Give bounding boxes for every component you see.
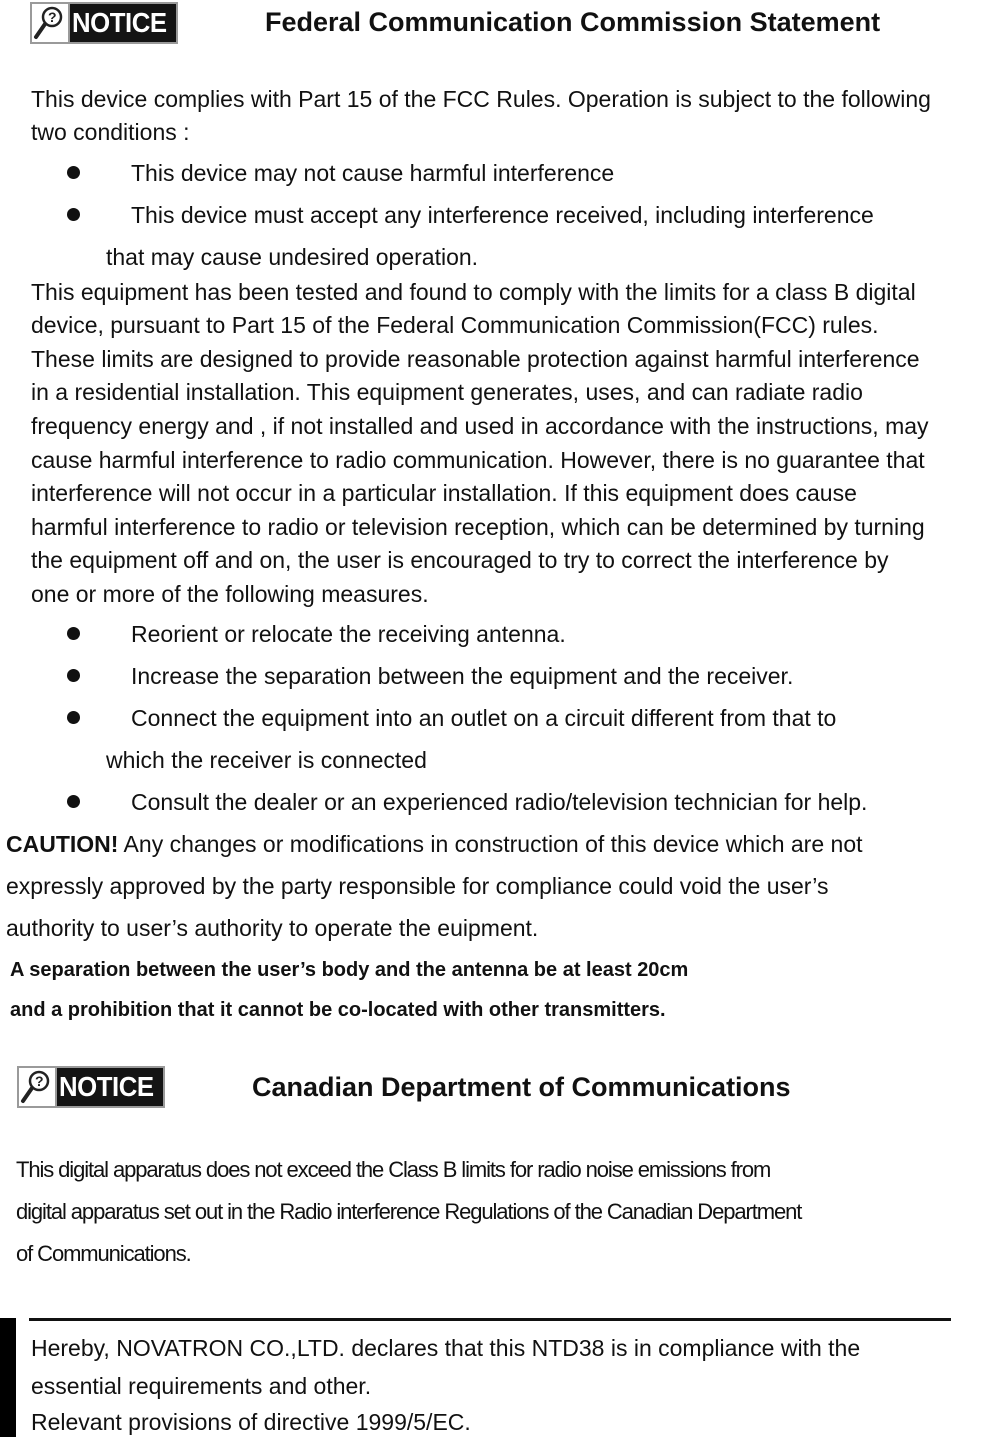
fcc-measure-item: Consult the dealer or an experienced radio/television technician for help.: [131, 789, 868, 815]
notice-badge-text: NOTICE: [72, 7, 167, 38]
caution-line: expressly approved by the party responsible for compliance could void the user’s: [6, 873, 829, 899]
fcc-body-line: cause harmful interference to radio communication. However, there is no guarantee that: [31, 447, 925, 473]
bullet-icon: [67, 627, 80, 640]
notice-badge-text: NOTICE: [59, 1071, 154, 1102]
fcc-body-line: interference will not occur in a particular installation. If this equipment does cause: [31, 480, 857, 506]
declaration-divider: [29, 1318, 951, 1321]
fcc-measure-item: Increase the separation between the equipment and the receiver.: [131, 663, 794, 689]
canada-title: Canadian Department of Communications: [252, 1072, 791, 1102]
magnifier-question-icon: [32, 4, 70, 42]
bullet-icon: [67, 208, 80, 221]
fcc-title: Federal Communication Commission Statement: [265, 7, 881, 37]
canada-line: digital apparatus set out in the Radio interference Regulations of the Canadian Department: [16, 1199, 802, 1224]
caution-line: authority to user’s authority to operate the euipment.: [6, 915, 539, 941]
bullet-icon: [67, 669, 80, 682]
declaration-line: Relevant provisions of directive 1999/5/EC.: [31, 1409, 471, 1435]
fcc-body-line: This equipment has been tested and found to comply with the limits for a class B digital: [31, 279, 916, 305]
bullet-icon: [67, 795, 80, 808]
notice-badge-fcc: [30, 2, 178, 44]
fcc-measure-item: Reorient or relocate the receiving antenna.: [131, 621, 566, 647]
fcc-condition-continuation: that may cause undesired operation.: [106, 244, 479, 270]
bullet-icon: [67, 711, 80, 724]
fcc-body-line: one or more of the following measures.: [31, 581, 429, 607]
magnifier-question-icon: [19, 1068, 57, 1106]
bullet-icon: [67, 166, 80, 179]
caution-line: [6, 829, 863, 859]
separation-statement-line: and a prohibition that it cannot be co-located with other transmitters.: [10, 999, 666, 1021]
svg-text:?: ?: [35, 1073, 44, 1089]
fcc-body-line: in a residential installation. This equipment generates, uses, and can radiate radio: [31, 379, 863, 405]
fcc-intro-line: two conditions :: [31, 119, 190, 145]
fcc-body-line: the equipment off and on, the user is encouraged to try to correct the interference by: [31, 547, 889, 573]
svg-text:?: ?: [48, 9, 57, 25]
fcc-intro-line: This device complies with Part 15 of the FCC Rules. Operation is subject to the following: [31, 86, 931, 112]
fcc-body-line: frequency energy and , if not installed and used in accordance with the instructions, may: [31, 413, 929, 439]
canada-line: of Communications.: [16, 1241, 191, 1266]
declaration-line: essential requirements and other.: [31, 1373, 372, 1399]
notice-badge-canada: [17, 1066, 165, 1108]
fcc-body-line: These limits are designed to provide reasonable protection against harmful interference: [31, 346, 920, 372]
caution-label: CAUTION!: [6, 831, 119, 857]
fcc-condition-item: This device must accept any interference received, including interference: [131, 202, 874, 228]
fcc-body-line: device, pursuant to Part 15 of the Federal Communication Commission(FCC) rules.: [31, 312, 879, 338]
fcc-measure-item: Connect the equipment into an outlet on a circuit different from that to: [131, 705, 837, 731]
separation-statement-line: A separation between the user’s body and the antenna be at least 20cm: [10, 959, 689, 981]
fcc-measure-continuation: which the receiver is connected: [106, 747, 427, 773]
caution-text: Any changes or modifications in construction of this device which are not: [118, 831, 863, 857]
fcc-condition-item: This device may not cause harmful interference: [131, 160, 615, 186]
declaration-line: Hereby, NOVATRON CO.,LTD. declares that this NTD38 is in compliance with the: [31, 1335, 861, 1361]
declaration-side-bar: [0, 1318, 16, 1437]
canada-line: This digital apparatus does not exceed the Class B limits for radio noise emissions from: [16, 1157, 771, 1182]
fcc-body-line: harmful interference to radio or television reception, which can be determined by turning: [31, 514, 925, 540]
